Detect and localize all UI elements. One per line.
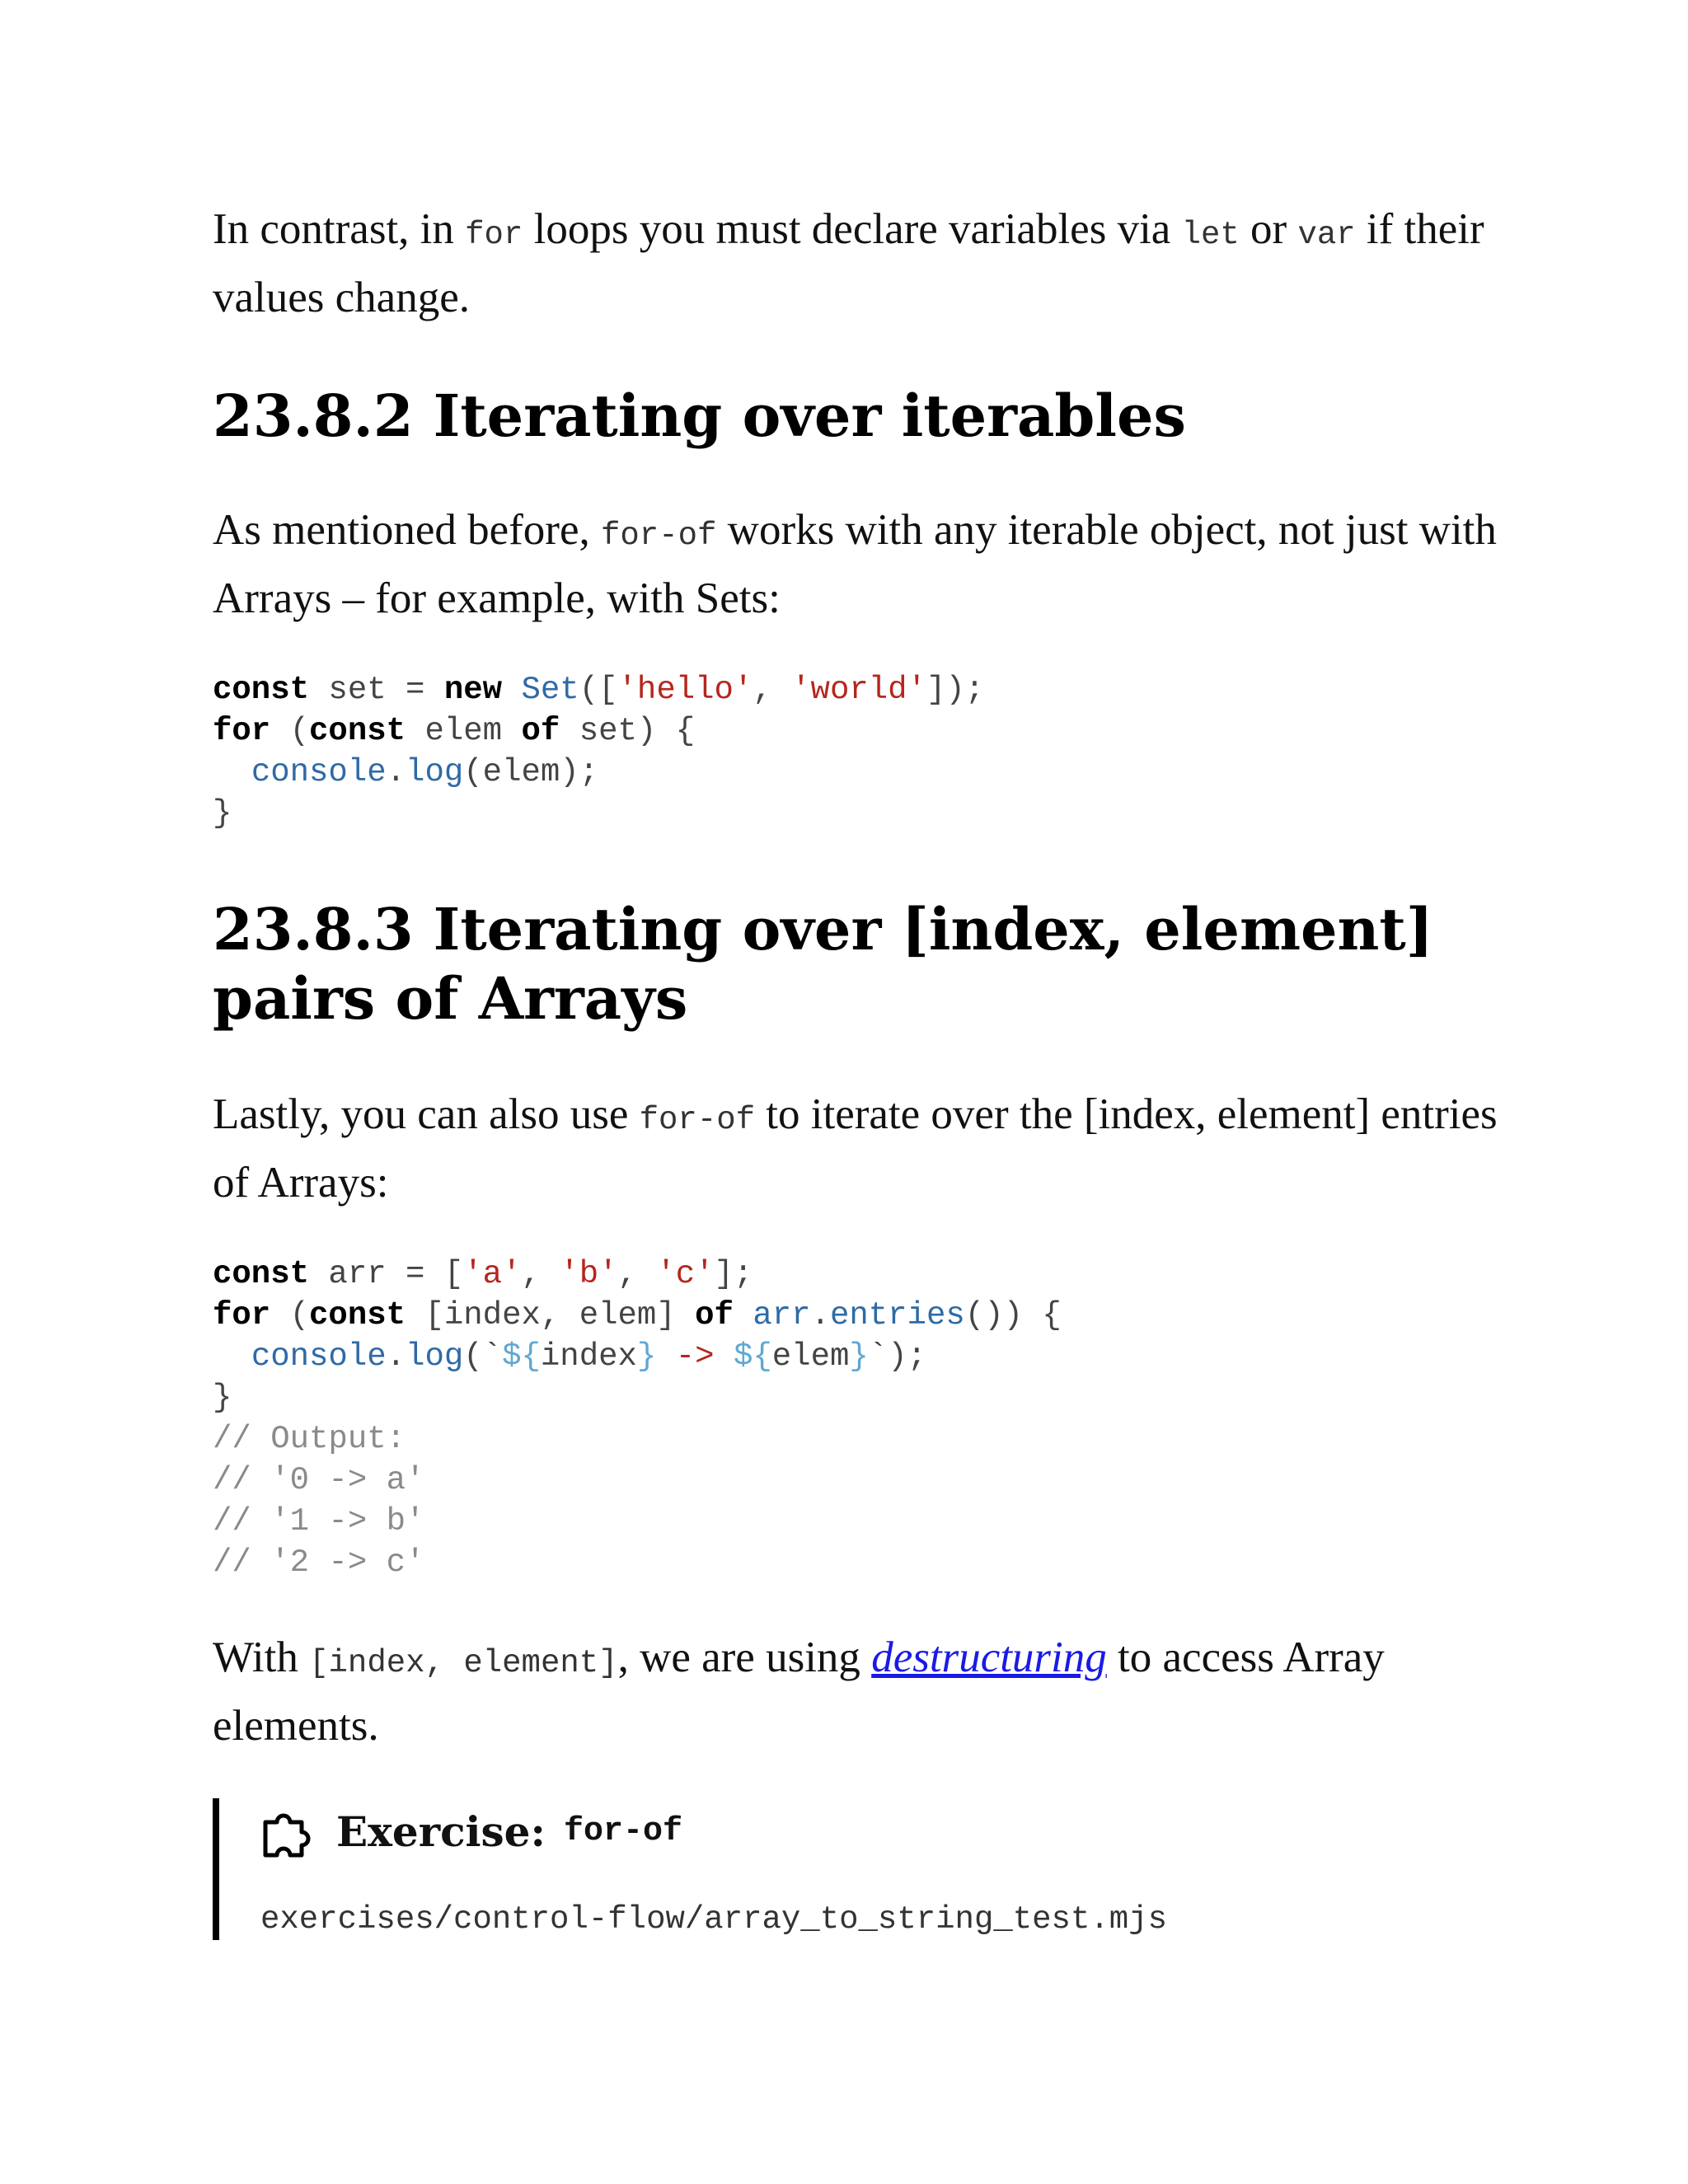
identifier: console	[251, 754, 387, 790]
keyword: for	[213, 713, 271, 749]
keyword: for	[213, 1297, 271, 1333]
keyword: const	[213, 672, 310, 708]
code-text: elem	[771, 1338, 850, 1375]
code-block-entries	[213, 1254, 1498, 1583]
identifier: console	[251, 1338, 387, 1375]
code-text: [index, elem]	[406, 1297, 696, 1333]
inline-code: for-of	[639, 1102, 756, 1138]
text: to access Array elements.	[213, 1633, 1385, 1750]
code-text: elem	[406, 713, 522, 749]
paragraph-entries	[213, 1083, 1498, 1214]
code-text: arr = [	[309, 1256, 464, 1292]
template-delimiter: ${	[502, 1338, 541, 1375]
destructuring-link[interactable]: destructuring	[871, 1633, 1107, 1681]
code-text: ]);	[926, 672, 985, 708]
text: , we are using	[617, 1633, 872, 1681]
text: Lastly, you can also use	[213, 1090, 640, 1138]
string-literal: 'world'	[791, 672, 926, 708]
text: if their values change.	[213, 205, 1484, 321]
keyword: of	[521, 713, 560, 749]
code-comment: // Output:	[213, 1421, 406, 1457]
keyword: of	[695, 1297, 734, 1333]
code-text: }	[213, 1380, 232, 1416]
inline-code: [index, element]	[309, 1645, 618, 1681]
text: As mentioned before,	[213, 506, 601, 554]
text: loops you must declare variables via	[523, 205, 1182, 253]
section-heading-index-element	[213, 895, 1498, 1033]
string-literal: 'b'	[560, 1256, 618, 1292]
code-text: }	[213, 795, 232, 832]
code-text: .	[810, 1297, 830, 1333]
code-text	[502, 672, 521, 708]
section-number: 23.8.2	[213, 382, 414, 450]
text: or	[1239, 205, 1298, 253]
string-literal: ->	[656, 1338, 734, 1375]
code-text: (	[270, 713, 310, 749]
text: In contrast, in	[213, 205, 466, 253]
indent	[213, 754, 251, 790]
text: works with any iterable object, not just with Arrays – for example, with Sets:	[213, 506, 1497, 622]
code-text: ()) {	[964, 1297, 1062, 1333]
inline-code: for	[465, 217, 523, 253]
text: to iterate over the [index, element] entries of Arrays:	[213, 1090, 1498, 1207]
paragraph-for-loops	[213, 198, 1498, 329]
code-comment: // '1 -> b'	[213, 1503, 425, 1540]
keyword: const	[213, 1256, 310, 1292]
identifier: log	[406, 1338, 464, 1375]
code-text: ,	[753, 672, 792, 708]
section-title: Iterating over iterables	[433, 382, 1186, 450]
string-literal: 'hello'	[617, 672, 753, 708]
section-title: Iterating over [index, element] pairs of Arrays	[213, 895, 1433, 1033]
content	[213, 198, 1498, 1940]
code-text: set =	[309, 672, 444, 708]
identifier: Set	[521, 672, 579, 708]
keyword: new	[443, 672, 503, 708]
paragraph-destructuring	[213, 1626, 1498, 1757]
puzzle-icon	[260, 1804, 318, 1858]
code-text: .	[386, 1338, 406, 1375]
text: With	[213, 1633, 310, 1681]
inline-code: let	[1181, 217, 1240, 253]
section-heading-iterables	[213, 382, 1498, 451]
code-text: set) {	[560, 713, 696, 749]
string-literal: 'a'	[463, 1256, 522, 1292]
code-text: ,	[617, 1256, 657, 1292]
section-number: 23.8.3	[213, 895, 414, 963]
code-comment: // '0 -> a'	[213, 1462, 425, 1498]
inline-code: var	[1297, 217, 1356, 253]
indent	[213, 1338, 251, 1375]
identifier: log	[406, 754, 464, 790]
code-block-sets	[213, 669, 1498, 834]
keyword: const	[309, 713, 406, 749]
code-text: ];	[714, 1256, 753, 1292]
code-text: .	[386, 754, 406, 790]
identifier: arr	[753, 1297, 811, 1333]
template-delimiter: }	[849, 1338, 869, 1375]
exercise-code: for-of	[563, 1812, 682, 1850]
inline-code: for-of	[600, 518, 717, 554]
code-comment: // '2 -> c'	[213, 1544, 425, 1581]
exercise-file-path: exercises/control-flow/array_to_string_test.mjs	[260, 1901, 1167, 1938]
code-text: `);	[868, 1338, 927, 1375]
exercise-heading	[260, 1798, 1498, 1864]
template-delimiter: ${	[733, 1338, 772, 1375]
paragraph-iterables	[213, 499, 1498, 630]
code-text: index	[540, 1338, 637, 1375]
exercise-box	[213, 1798, 1498, 1940]
identifier: entries	[829, 1297, 965, 1333]
code-text: ([	[579, 672, 618, 708]
exercise-label: Exercise:	[336, 1807, 546, 1856]
template-delimiter: }	[636, 1338, 657, 1375]
keyword: const	[309, 1297, 406, 1333]
code-text: (elem);	[463, 754, 599, 790]
code-text: ,	[521, 1256, 560, 1292]
code-text: (`	[463, 1338, 503, 1375]
string-literal: 'c'	[656, 1256, 715, 1292]
code-text	[734, 1297, 753, 1333]
code-text: (	[270, 1297, 310, 1333]
